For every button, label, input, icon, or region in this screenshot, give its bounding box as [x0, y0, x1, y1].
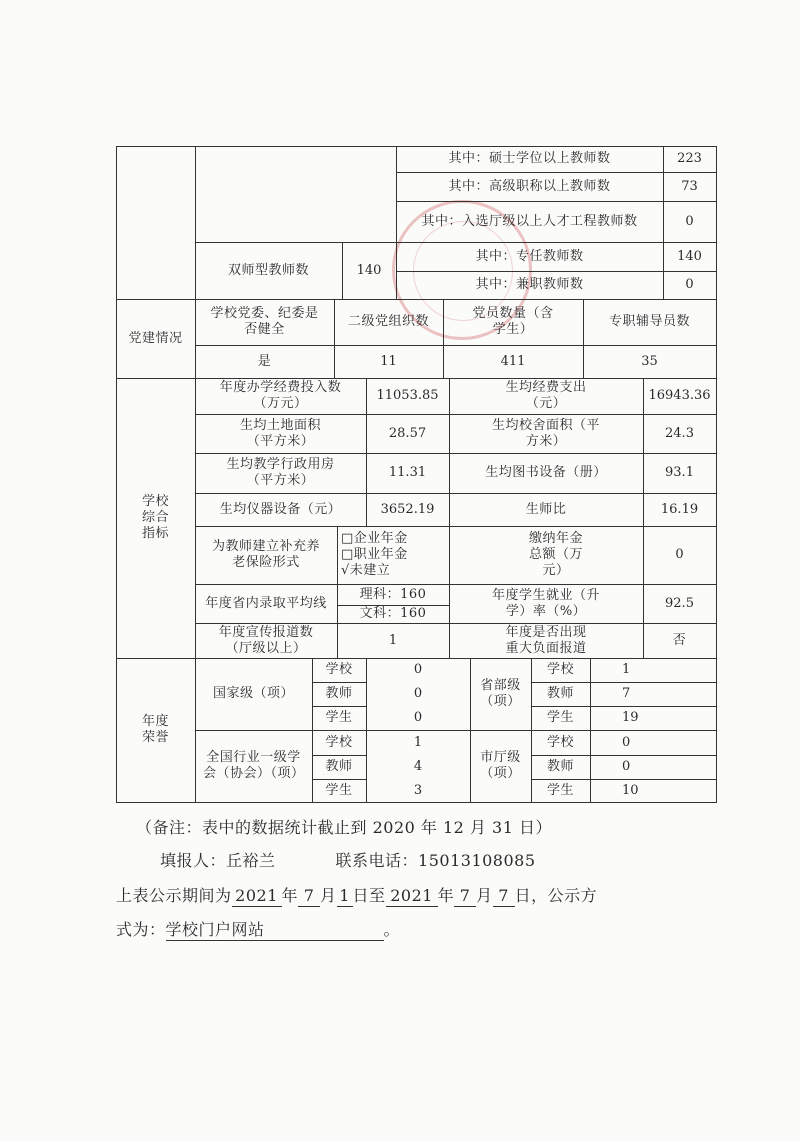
books-value: 93.1	[665, 465, 694, 480]
filler-line	[160, 851, 536, 871]
admission-science: 理科：160	[359, 586, 427, 602]
city-school-value: 0	[622, 734, 631, 750]
end-year-unit: 年	[437, 886, 455, 905]
method-end: 。	[383, 920, 401, 939]
party-branches-header: 二级党组织数	[347, 314, 429, 329]
admission-arts: 文科：160	[359, 606, 427, 621]
equipment-value: 3652.19	[380, 501, 435, 517]
party-committee-header: 学校党委、纪委是否健全	[210, 306, 319, 337]
city-teacher-label: 教师	[546, 759, 574, 774]
dual-teachers-label: 双师型教师数	[227, 262, 309, 278]
funding-value: 11053.85	[376, 388, 439, 403]
land-area-label: 生均土地面积（平方米）	[239, 417, 321, 449]
pension-option-none: √未建立	[341, 563, 391, 578]
end-month-unit: 月	[476, 886, 493, 905]
industry-school-label: 学校	[325, 734, 353, 750]
provincial-level-label: 省部级（项）	[480, 678, 521, 709]
national-student-label: 学生	[325, 710, 353, 725]
annuity-value: 0	[675, 547, 684, 562]
admin-area-value: 11.31	[388, 465, 427, 480]
pension-label: 为教师建立补充养老保险形式	[211, 539, 320, 570]
parttime-teachers-value: 0	[685, 277, 694, 292]
filler-label: 填报人：	[160, 851, 227, 870]
city-teacher-value: 0	[622, 759, 631, 774]
provincial-teacher-value: 7	[622, 686, 631, 701]
funding-label: 年度办学经费投入数（万元）	[219, 380, 342, 411]
talent-teachers-value: 0	[685, 213, 694, 229]
parttime-teachers-label: 其中：兼职教师数	[475, 277, 584, 292]
land-area-value: 28.57	[388, 425, 427, 441]
industry-teacher-label: 教师	[325, 759, 353, 774]
publicity-period-line	[116, 886, 597, 907]
party-members-header: 党员数量（含学生）	[472, 306, 554, 337]
equipment-label: 生均仪器设备（元）	[219, 501, 342, 517]
end-day: 7	[493, 886, 515, 907]
provincial-school-label: 学校	[546, 662, 574, 677]
national-student-value: 0	[413, 710, 423, 725]
publicity-label: 年度宣传报道数（厅级以上）	[218, 624, 314, 656]
end-month: 7	[454, 886, 476, 907]
per-student-expense-value: 16943.36	[648, 388, 711, 403]
student-teacher-ratio-label: 生师比	[525, 501, 567, 517]
master-teachers-label: 其中：硕士学位以上教师数	[448, 151, 611, 166]
start-month-unit: 月	[320, 886, 337, 905]
publicity-method: 学校门户网站	[166, 920, 384, 941]
fulltime-teachers-label: 其中：专任教师数	[475, 248, 584, 264]
method-prefix: 式为：	[116, 920, 166, 939]
city-student-label: 学生	[546, 782, 574, 798]
party-counselors-header: 专职辅导员数	[608, 314, 690, 329]
city-level-label: 市厅级（项）	[480, 750, 521, 781]
national-school-label: 学校	[325, 662, 353, 677]
start-day-unit: 日至	[352, 886, 386, 905]
provincial-student-value: 19	[622, 710, 639, 725]
pension-option-enterprise: □企业年金	[341, 531, 408, 546]
admin-area-label: 生均教学行政用房（平方米）	[226, 457, 335, 488]
end-day-unit: 日	[514, 886, 532, 905]
admission-label: 年度省内录取平均线	[205, 595, 327, 611]
pension-option-occupational: □职业年金	[341, 547, 408, 562]
period-suffix: ，公示方	[531, 886, 598, 905]
senior-teachers-label: 其中：高级职称以上教师数	[448, 178, 611, 194]
building-area-label: 生均校舍面积（平方米）	[491, 417, 600, 449]
industry-student-value: 3	[413, 782, 423, 798]
student-teacher-ratio-value: 16.19	[660, 501, 699, 517]
indicators-section-title: 学校综合指标	[142, 494, 170, 541]
pension-options	[337, 526, 449, 584]
city-school-label: 学校	[546, 734, 574, 750]
national-teacher-label: 教师	[325, 686, 353, 701]
data-cutoff-note: （备注：表中的数据统计截止到 2020 年 12 月 31 日）	[136, 818, 552, 837]
publicity-method-line	[116, 920, 400, 941]
party-section-title: 党建情况	[128, 330, 183, 346]
start-year-unit: 年	[281, 886, 299, 905]
honors-section-title: 年度荣誉	[142, 714, 170, 745]
master-teachers-value: 223	[677, 151, 702, 166]
national-school-value: 0	[413, 662, 423, 677]
publicity-value: 1	[388, 632, 398, 648]
industry-level-label: 全国行业一级学会（协会）（项）	[203, 750, 305, 781]
start-day: 1	[337, 886, 353, 907]
fulltime-teachers-value: 140	[677, 248, 702, 264]
provincial-school-value: 1	[622, 662, 631, 677]
start-year: 2021	[232, 886, 282, 907]
period-prefix: 上表公示期间为	[116, 886, 232, 905]
party-counselors-value: 35	[641, 353, 658, 369]
party-committee-value: 是	[257, 353, 272, 369]
party-branches-value: 11	[380, 353, 397, 369]
employment-value: 92.5	[665, 595, 694, 611]
annuity-label: 缴纳年金总额（万元）	[529, 531, 584, 578]
industry-teacher-value: 4	[413, 759, 423, 774]
per-student-expense-label: 生均经费支出（元）	[505, 380, 587, 411]
phone-label: 联系电话：	[335, 851, 419, 870]
phone-number: 15013108085	[418, 851, 536, 870]
start-month: 7	[298, 886, 320, 907]
end-year: 2021	[386, 886, 438, 907]
books-label: 生均图书设备（册）	[485, 465, 607, 480]
industry-school-value: 1	[413, 734, 423, 750]
industry-student-label: 学生	[325, 782, 353, 798]
employment-label: 年度学生就业（升学）率（%）	[491, 587, 600, 619]
talent-teachers-label: 其中：入选厅级以上人才工程教师数	[421, 213, 638, 229]
negative-report-label: 年度是否出现重大负面报道	[505, 624, 587, 656]
negative-report-value: 否	[672, 632, 687, 648]
dual-teachers-value: 140	[356, 262, 382, 278]
party-members-value: 411	[500, 353, 526, 369]
filler-name: 丘裕兰	[226, 851, 276, 870]
senior-teachers-value: 73	[681, 178, 698, 194]
city-student-value: 10	[622, 782, 639, 798]
building-area-value: 24.3	[665, 425, 694, 441]
national-teacher-value: 0	[413, 686, 423, 701]
provincial-student-label: 学生	[546, 710, 574, 725]
provincial-teacher-label: 教师	[546, 686, 574, 701]
national-level-label: 国家级（项）	[212, 686, 294, 701]
